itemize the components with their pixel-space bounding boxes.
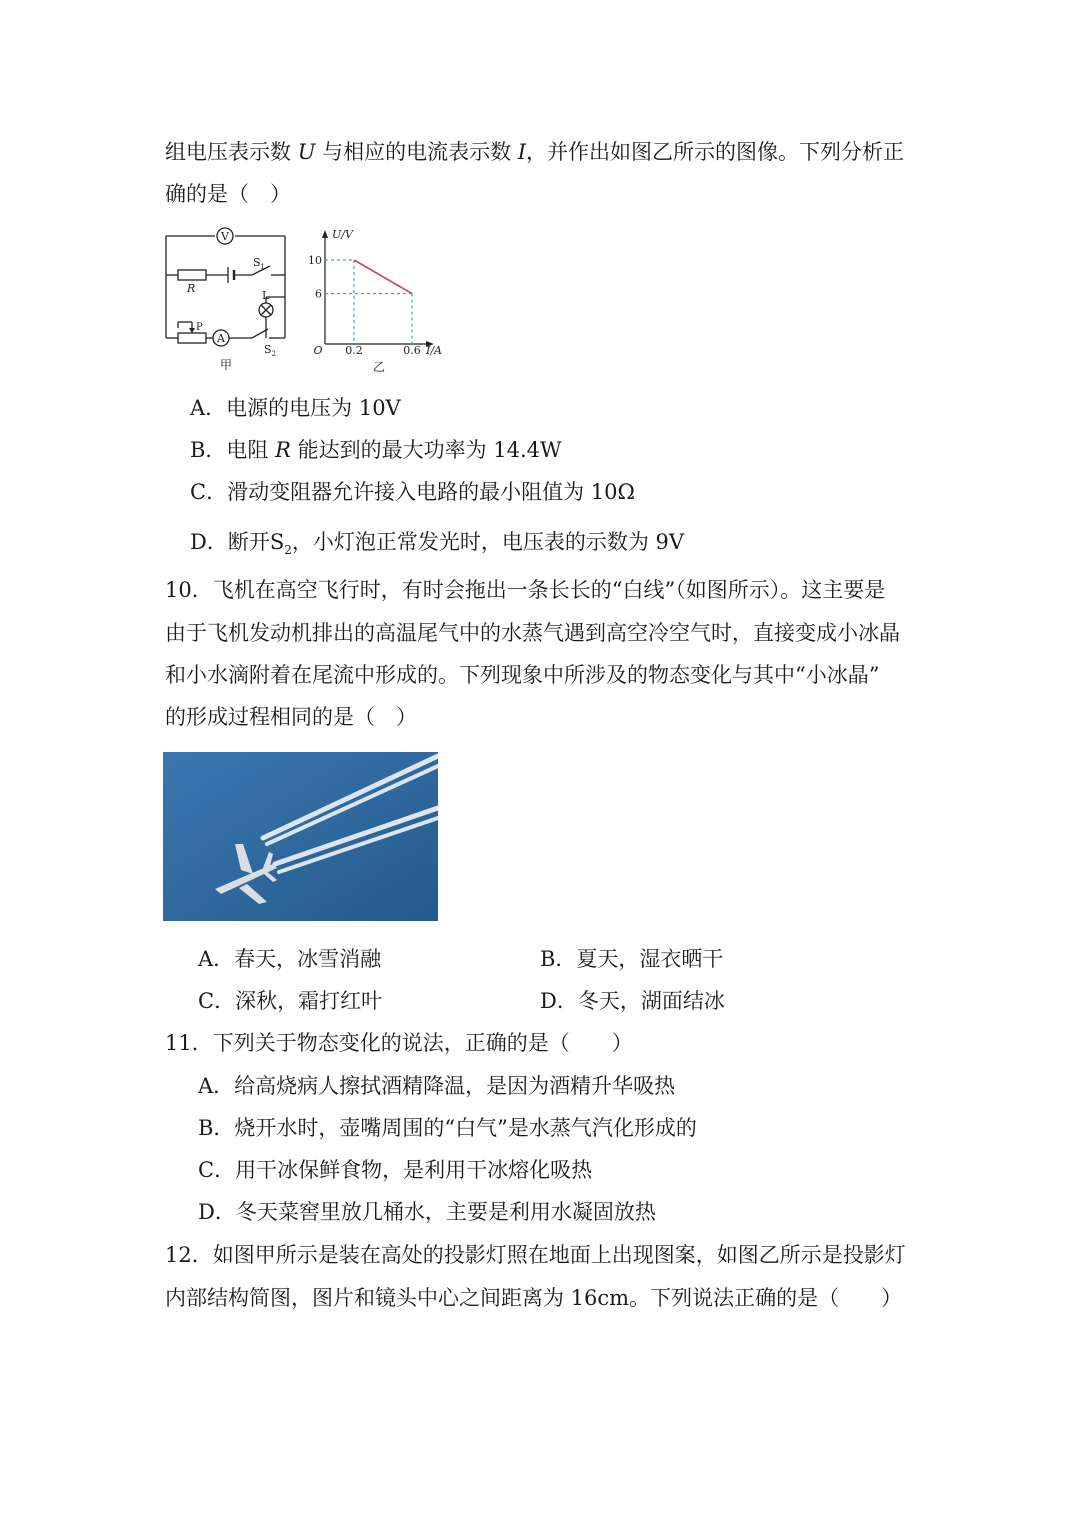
- q9-stem-text: 组电压表示数: [165, 140, 298, 164]
- q10-stem-line-3: 和小水滴附着在尾流中形成的。下列现象中所涉及的物态变化与其中“小冰晶”: [165, 663, 880, 687]
- graph-y-tick-label: 6: [315, 287, 322, 301]
- circuit-caption: 甲: [220, 358, 233, 372]
- graph-x-axis-label: I/A: [426, 344, 442, 357]
- q11-option-a: A．给高烧病人擦拭酒精降温，是因为酒精升华吸热: [198, 1074, 676, 1098]
- q9-stem-text: ，并作出如图乙所示的图像。下列分析正: [526, 140, 905, 164]
- graph-x-tick-label: 0.2: [345, 344, 363, 357]
- q9-stem-var-U: U: [297, 140, 316, 164]
- switch-s1-letter: S: [253, 256, 261, 269]
- q9-option-a: A．电源的电压为 10V: [190, 396, 401, 420]
- q11-option-b: B．烧开水时，壶嘴周围的“白气”是水蒸气汽化形成的: [198, 1116, 697, 1140]
- circuit-diagram: [166, 228, 285, 346]
- graph-data-line: [354, 260, 412, 294]
- q10-stem-line-4: 的形成过程相同的是（ ）: [165, 705, 417, 729]
- q12-stem-line-1: 12．如图甲所示是装在高处的投影灯照在地面上出现图案，如图乙所示是投影灯: [165, 1243, 906, 1267]
- slider-arrow-icon: [189, 328, 195, 333]
- q9-option-d-var: S: [269, 530, 285, 554]
- q10-option-a: A．春天，冰雪消融: [198, 947, 382, 971]
- q11-stem: 11．下列关于物态变化的说法，正确的是（ ）: [165, 1031, 633, 1055]
- ammeter-label: A: [217, 332, 225, 345]
- q10-option-c: C．深秋，霜打红叶: [198, 989, 383, 1013]
- contrail-photo: [163, 752, 438, 921]
- q9-option-d-subscript: 2: [284, 543, 292, 558]
- q10-stem-line-2: 由于飞机发动机排出的高温尾气中的水蒸气遇到高空冷空气时，直接变成小冰晶: [165, 621, 900, 645]
- switch-s2-label: [264, 343, 276, 358]
- q10-option-d: D．冬天，湖面结冰: [540, 989, 725, 1013]
- switch-s1-label: [253, 256, 265, 271]
- slider-label: P: [196, 322, 203, 333]
- q9-stem-var-I: I: [517, 140, 527, 164]
- voltmeter-label: V: [221, 230, 229, 243]
- q9-option-b: [190, 436, 562, 464]
- q11-option-c: C．用干冰保鲜食物，是利用干冰熔化吸热: [198, 1158, 593, 1182]
- q9-option-b-text: B．电阻: [190, 438, 276, 462]
- graph-origin-label: O: [313, 344, 323, 357]
- q9-option-b-var: R: [275, 438, 291, 462]
- resistor-label: R: [187, 282, 196, 295]
- switch-s1-subscript: 1: [260, 263, 266, 271]
- lamp-label: L: [262, 289, 270, 302]
- ui-graph: [308, 228, 442, 374]
- graph-x-tick-label: 0.6: [403, 344, 421, 357]
- q9-stem-text: 与相应的电流表示数: [315, 140, 518, 164]
- q9-figure: [160, 222, 460, 374]
- q9-option-b-text: 能达到的最大功率为 14.4W: [290, 438, 562, 462]
- q10-option-b: B．夏天，湿衣晒干: [540, 947, 724, 971]
- q12-stem-line-2: 内部结构简图，图片和镜头中心之间距离为 16cm。下列说法正确的是（ ）: [165, 1286, 903, 1310]
- y-axis-arrow-icon: [322, 230, 328, 238]
- graph-y-axis-label: U/V: [332, 228, 353, 241]
- q9-option-d-text: ，小灯泡正常发光时，电压表的示数为 9V: [291, 530, 685, 554]
- q9-option-d-text: D．断开: [190, 530, 270, 554]
- switch-s2-subscript: 2: [271, 350, 277, 358]
- q11-option-d: D．冬天菜窖里放几桶水，主要是利用水凝固放热: [198, 1200, 656, 1224]
- switch-s2-letter: S: [264, 343, 272, 356]
- q9-stem-line-1: [165, 138, 904, 166]
- graph-y-tick-label: 10: [308, 254, 322, 267]
- q9-stem-line-2: 确的是（ ）: [165, 182, 291, 206]
- q10-stem-line-1: 10．飞机在高空飞行时，有时会拖出一条长长的“白线”（如图所示）。这主要是: [165, 578, 886, 602]
- graph-caption: 乙: [373, 360, 386, 374]
- q9-option-c: C．滑动变阻器允许接入电路的最小阻值为 10Ω: [190, 480, 635, 504]
- q9-option-d: [190, 528, 684, 564]
